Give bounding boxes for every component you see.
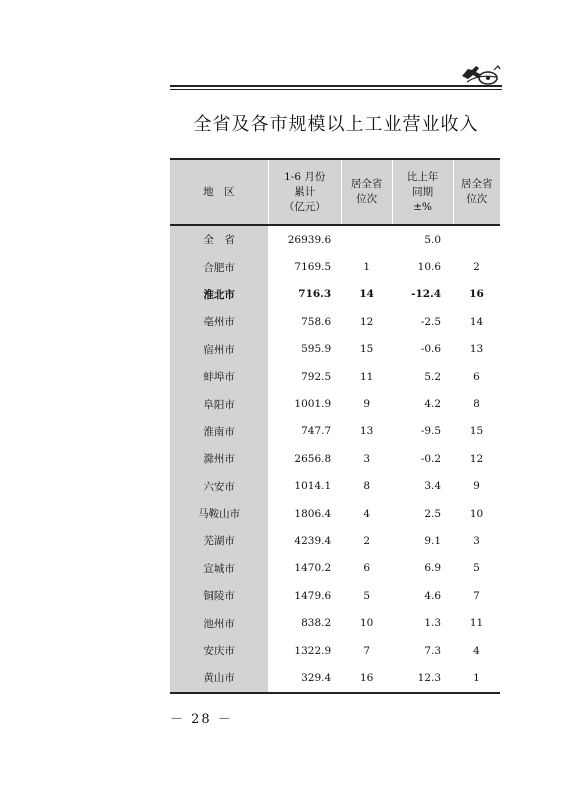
table-cell-region: 安庆市 <box>170 637 268 664</box>
table-cell-growth-rank: 16 <box>469 288 484 301</box>
table-row <box>170 555 500 582</box>
table-cell-revenue-rank: 8 <box>363 480 370 493</box>
table-cell-growth-rank: 12 <box>469 452 484 465</box>
table-cell-revenue: 7169.5 <box>294 261 332 274</box>
table-cell-revenue-rank: 15 <box>359 343 374 356</box>
table-cell-growth-rank: 1 <box>453 664 500 692</box>
table-cell-growth-rank: 10 <box>469 507 484 520</box>
table-cell-revenue: 1001.9 <box>294 398 332 411</box>
header-rank-growth <box>453 159 500 225</box>
table-cell-revenue-rank: 5 <box>363 589 370 602</box>
table-cell-growth-rank <box>453 225 500 253</box>
table-cell-growth: 3.4 <box>424 480 442 493</box>
header-rank-value-line2: 位次 <box>356 193 378 205</box>
table-cell-growth: 4.6 <box>424 589 442 602</box>
header-region: 地 区 <box>170 159 268 225</box>
table-row <box>170 473 500 500</box>
table-cell-revenue: 1014.1 <box>294 480 332 493</box>
table-cell-region: 合肥市 <box>170 253 268 280</box>
table-cell-revenue: 1470.2 <box>294 562 332 575</box>
table-cell-growth-rank: 5 <box>473 562 480 575</box>
table-cell-growth: 5.2 <box>424 370 442 383</box>
table-row <box>170 609 500 636</box>
table-cell-growth: -2.5 <box>420 315 442 328</box>
table-cell-region: 全 省 <box>170 225 268 253</box>
table-cell-revenue: 792.5 <box>301 370 332 383</box>
table-cell-growth-rank: 9 <box>473 480 480 493</box>
table-cell-growth: 9.1 <box>424 534 442 547</box>
table-row <box>170 281 500 308</box>
table-row <box>170 225 500 253</box>
table-cell-revenue-rank: 1 <box>363 261 370 274</box>
table-row <box>170 363 500 390</box>
table-row <box>170 336 500 363</box>
page-number: － 28 － <box>170 712 233 727</box>
header-cumulative-line3: （亿元） <box>283 200 326 213</box>
table-cell-growth: 10.6 <box>417 261 442 274</box>
table-cell-growth-rank: 15 <box>469 425 484 438</box>
table-cell-growth: 7.3 <box>424 644 442 657</box>
table-cell-region: 芜湖市 <box>170 527 268 554</box>
table-cell-growth: 1.3 <box>424 617 442 630</box>
table-row <box>170 527 500 554</box>
table-cell-growth: -12.4 <box>411 288 442 301</box>
table-cell-region: 六安市 <box>170 473 268 500</box>
header-rule-thick <box>170 85 502 87</box>
page-title: 全省及各市规模以上工业营业收入 <box>193 114 479 135</box>
table-cell-growth-rank: 13 <box>469 343 484 356</box>
table-cell-revenue: 1479.6 <box>294 589 332 602</box>
table-cell-revenue-rank: 2 <box>363 534 370 547</box>
header-growth-line2: 同期 <box>412 185 434 198</box>
header-rank-value <box>341 159 392 225</box>
header-growth-line1: 比上年 <box>406 170 439 183</box>
table-cell-region: 淮北市 <box>170 281 268 308</box>
table-cell-revenue-rank: 10 <box>359 617 374 630</box>
table-cell-growth-rank: 14 <box>469 315 484 328</box>
table-row <box>170 500 500 527</box>
table-cell-region: 阜阳市 <box>170 390 268 417</box>
table-cell-growth: -0.2 <box>420 452 442 465</box>
table-cell-revenue: 4239.4 <box>294 534 332 547</box>
table-cell-region: 滁州市 <box>170 445 268 472</box>
table-cell-region: 蚌埠市 <box>170 363 268 390</box>
table-cell-growth-rank: 8 <box>473 398 480 411</box>
header-rank-growth-line2: 位次 <box>466 193 488 205</box>
table-cell-region: 淮南市 <box>170 418 268 445</box>
table-cell-region: 铜陵市 <box>170 582 268 609</box>
table-cell-region: 宣城市 <box>170 555 268 582</box>
table-cell-growth: 4.2 <box>424 398 442 411</box>
table-cell-growth-rank: 11 <box>469 617 484 630</box>
table-cell-growth-rank: 6 <box>473 370 480 383</box>
table-cell-growth-rank: 4 <box>473 644 480 657</box>
table-cell-region: 黄山市 <box>170 664 268 692</box>
table-cell-revenue: 329.4 <box>268 664 341 692</box>
table-cell-revenue: 595.9 <box>301 343 332 356</box>
table-cell-revenue: 716.3 <box>298 288 332 301</box>
table-cell-revenue-rank <box>341 225 392 253</box>
header-cumulative-line2: 累计 <box>294 185 316 198</box>
table-cell-revenue-rank: 9 <box>363 398 370 411</box>
table-cell-revenue: 1806.4 <box>294 507 332 520</box>
header-rank-value-line1: 居全省 <box>350 178 383 190</box>
table-cell-revenue-rank: 13 <box>359 425 374 438</box>
header-cumulative-line1: 1-6 月份 <box>284 170 326 183</box>
table-row <box>170 253 500 280</box>
header-rule-thin <box>170 89 502 90</box>
table-cell-growth-rank: 3 <box>473 534 480 547</box>
table-cell-growth: -9.5 <box>420 425 442 438</box>
header-rank-growth-line1: 居全省 <box>461 178 493 190</box>
table-cell-growth: 2.5 <box>424 507 442 520</box>
table-cell-region: 亳州市 <box>170 308 268 335</box>
table-cell-revenue: 838.2 <box>301 617 332 630</box>
table-row <box>170 308 500 335</box>
table-body <box>170 225 500 693</box>
table-cell-revenue-rank: 4 <box>363 507 370 520</box>
table-row <box>170 582 500 609</box>
table-cell-growth: 12.3 <box>392 664 453 692</box>
table-cell-revenue: 26939.6 <box>287 233 332 246</box>
table-header-row <box>170 159 500 225</box>
table-cell-revenue-rank: 16 <box>341 664 392 692</box>
table-cell-revenue-rank: 14 <box>359 288 374 301</box>
table-cell-growth: 5.0 <box>424 233 442 246</box>
table-cell-revenue: 1322.9 <box>294 644 332 657</box>
table-cell-revenue: 758.6 <box>301 315 332 328</box>
table-cell-growth: -0.6 <box>420 343 442 356</box>
table-cell-revenue-rank: 12 <box>359 315 374 328</box>
horse-chariot-icon <box>458 60 502 86</box>
table-cell-growth-rank: 7 <box>473 589 480 602</box>
table-cell-revenue-rank: 3 <box>363 452 370 465</box>
table-cell-region: 马鞍山市 <box>170 500 268 527</box>
table-cell-region: 池州市 <box>170 609 268 636</box>
table-row <box>170 637 500 664</box>
table-cell-region: 宿州市 <box>170 336 268 363</box>
table-row <box>170 664 500 692</box>
revenue-table <box>170 158 500 694</box>
table-cell-revenue: 747.7 <box>301 425 332 438</box>
table-cell-revenue: 2656.8 <box>294 452 332 465</box>
header-growth-line3: ±% <box>413 200 432 213</box>
table-cell-revenue-rank: 11 <box>359 370 374 383</box>
table-row <box>170 445 500 472</box>
header-growth <box>392 159 453 225</box>
table-row <box>170 390 500 417</box>
table-cell-growth-rank: 2 <box>473 261 480 274</box>
header-cumulative <box>268 159 341 225</box>
table-cell-revenue-rank: 6 <box>363 562 370 575</box>
table-row <box>170 418 500 445</box>
table-cell-growth: 6.9 <box>424 562 442 575</box>
table-cell-revenue-rank: 7 <box>363 644 370 657</box>
